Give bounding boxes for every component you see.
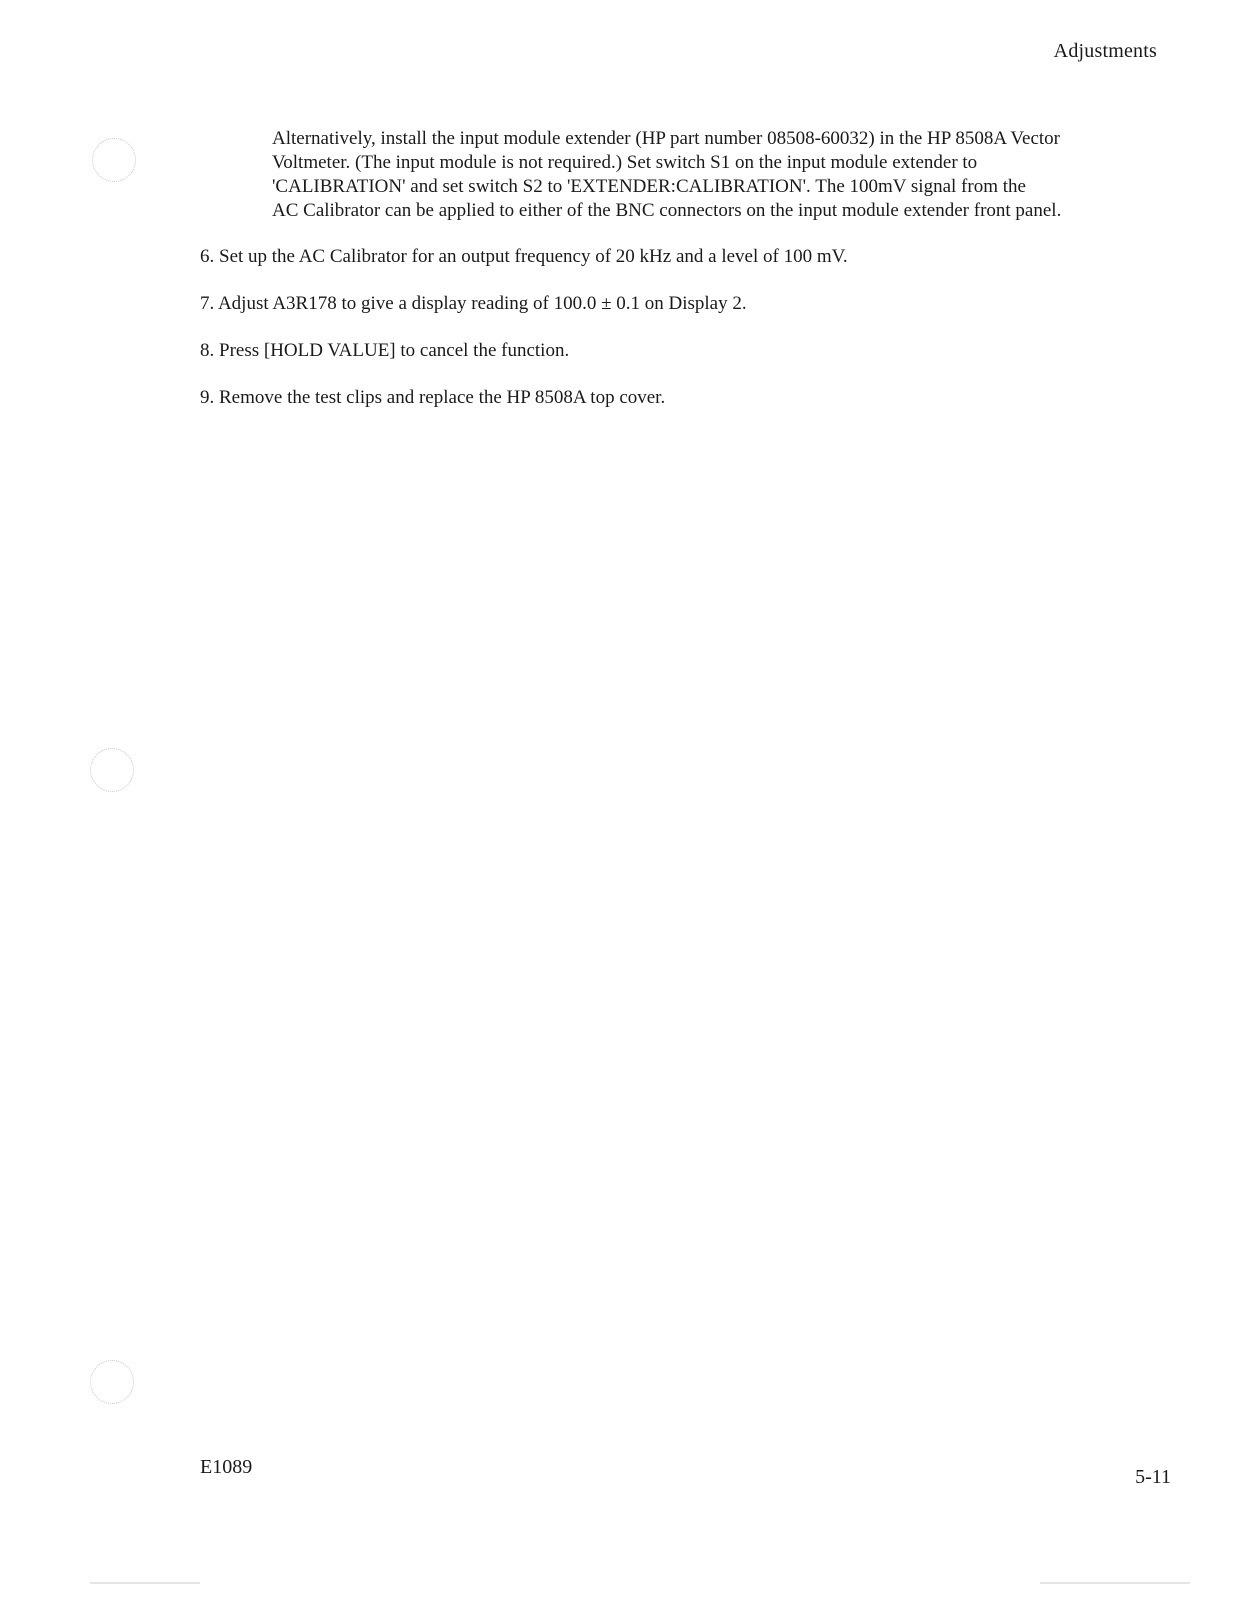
paragraph-line: 'CALIBRATION' and set switch S2 to 'EXTENDER:CALIBRATION'. The 100mV signal from the [272, 176, 1026, 197]
page-number: 5-11 [1135, 1466, 1171, 1488]
section-header: Adjustments [1053, 40, 1157, 62]
step-9: 9. Remove the test clips and replace the HP 8508A top cover. [200, 387, 666, 408]
step-6: 6. Set up the AC Calibrator for an output frequency of 20 kHz and a level of 100 mV. [200, 246, 848, 267]
scan-artifact [1040, 1582, 1190, 1584]
punch-hole-bottom [90, 1360, 134, 1404]
paragraph-line: AC Calibrator can be applied to either of the BNC connectors on the input module extender front panel. [272, 200, 1062, 221]
document-code: E1089 [200, 1456, 253, 1478]
step-8: 8. Press [HOLD VALUE] to cancel the function. [200, 340, 570, 361]
scan-artifact [90, 1582, 200, 1584]
continuation-paragraph [272, 127, 1152, 223]
procedure-steps [200, 245, 1150, 433]
step-7: 7. Adjust A3R178 to give a display reading of 100.0 ± 0.1 on Display 2. [200, 293, 747, 314]
punch-hole-middle [90, 748, 134, 792]
paragraph-line: Alternatively, install the input module extender (HP part number 08508-60032) in the HP 8508A Vector [272, 128, 1060, 149]
punch-hole-top [92, 138, 136, 182]
paragraph-line: Voltmeter. (The input module is not required.) Set switch S1 on the input module extender to [272, 152, 978, 173]
